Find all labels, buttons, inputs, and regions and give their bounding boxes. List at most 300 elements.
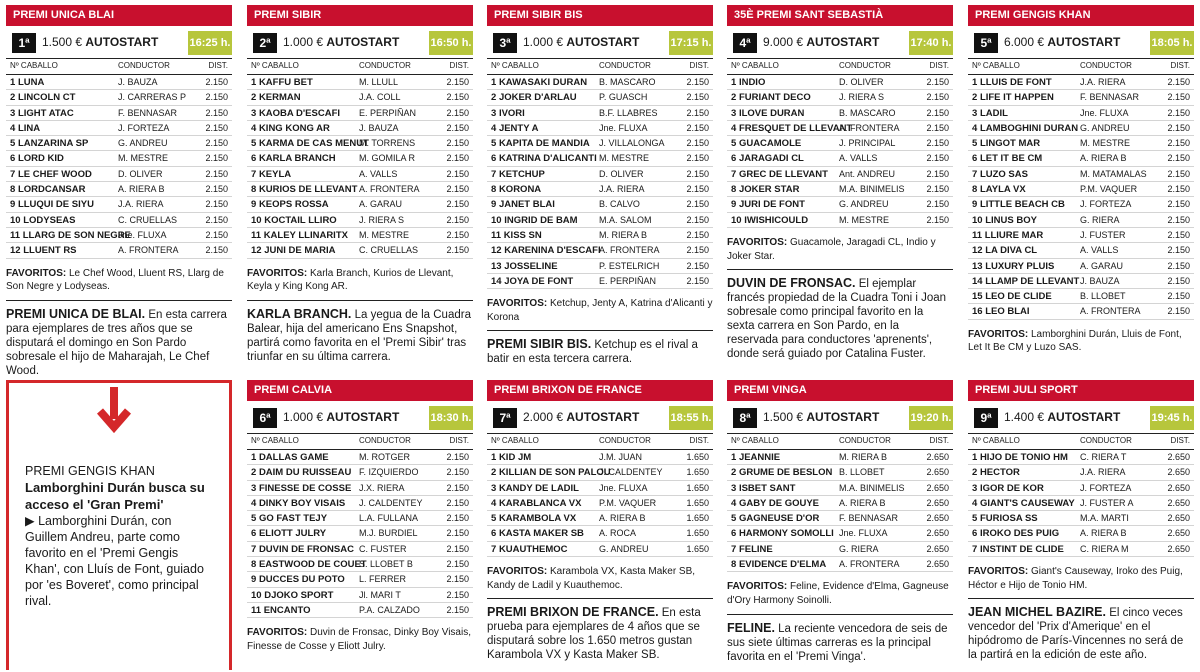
horse-number: 9 bbox=[491, 199, 497, 211]
favoritos bbox=[968, 328, 1194, 355]
distance: 2.150 bbox=[686, 77, 709, 87]
horse-number: 6 bbox=[972, 153, 978, 165]
horse-number: 11 bbox=[10, 229, 21, 241]
table-row bbox=[487, 450, 713, 465]
race-number: 8ª bbox=[733, 408, 757, 428]
distance: 2.150 bbox=[446, 528, 469, 539]
horse-cell bbox=[972, 182, 1078, 197]
table-row bbox=[247, 228, 473, 243]
col-conductor: CONDUCTOR bbox=[1080, 61, 1132, 70]
horse-name: DUVIN DE FRONSAC bbox=[258, 543, 354, 555]
driver-name: A. RIERA B bbox=[839, 497, 886, 508]
distance: 2.150 bbox=[1167, 306, 1190, 317]
table-row bbox=[247, 465, 473, 480]
race-number: 3ª bbox=[493, 33, 517, 53]
horse-cell bbox=[10, 228, 131, 243]
driver-name: M. MESTRE bbox=[1080, 138, 1131, 149]
distance: 2.150 bbox=[686, 184, 709, 195]
separator bbox=[727, 614, 953, 615]
horse-cell bbox=[10, 213, 116, 228]
horse-name: EASTWOOD DE COUET bbox=[258, 559, 367, 571]
horse-name: KID JM bbox=[498, 452, 532, 463]
horse-cell bbox=[251, 151, 357, 166]
start-type: AUTOSTART bbox=[1047, 35, 1121, 49]
driver-name: B. LLOBET bbox=[839, 467, 885, 478]
horse-number: 4 bbox=[491, 497, 497, 509]
table-row bbox=[6, 197, 232, 212]
col-caballo: Nº CABALLO bbox=[972, 61, 1020, 70]
driver-name: M.A. SALOM bbox=[599, 214, 652, 225]
description-text: En esta prueba para ejemplares de 4 años que se disputará sobre los 1.650 metros gustan Karambola VX y Kasta Maker SB. bbox=[487, 607, 701, 662]
description-text: La reciente vencedora de seis de sus siete últimas carreras es la principal favorita en el 'Premi Vinga'. bbox=[727, 622, 948, 663]
driver-name: Ant. ANDREU bbox=[839, 168, 896, 179]
horse-number: 4 bbox=[251, 122, 257, 134]
horse-name: KARLA BRANCH bbox=[258, 153, 336, 165]
horse-number: 4 bbox=[491, 122, 497, 134]
distance: 2.150 bbox=[926, 168, 949, 179]
horse-cell bbox=[251, 542, 357, 557]
distance: 2.150 bbox=[1167, 92, 1190, 103]
race-time: 19:20 h. bbox=[909, 406, 953, 430]
horse-cell bbox=[972, 542, 1078, 557]
col-caballo: Nº CABALLO bbox=[491, 61, 539, 70]
table-row bbox=[487, 542, 713, 557]
horse-name: LLIURE MAR bbox=[984, 229, 1044, 241]
horse-cell bbox=[731, 542, 837, 557]
table-row bbox=[247, 197, 473, 212]
horse-name: FINESSE DE COSSE bbox=[258, 482, 352, 494]
horse-number: 10 bbox=[731, 214, 742, 226]
distance: 2.150 bbox=[1167, 138, 1190, 149]
distance: 2.650 bbox=[1167, 513, 1190, 524]
distance: 2.150 bbox=[446, 107, 469, 118]
horse-name: LORDCANSAR bbox=[17, 184, 86, 196]
driver-name: B. MASCARO bbox=[839, 107, 896, 118]
distance: 2.150 bbox=[446, 467, 469, 478]
horse-name: KURIOS DE LLEVANT bbox=[258, 184, 358, 196]
horse-cell bbox=[972, 450, 1078, 465]
driver-name: B.F. LLABRES bbox=[599, 107, 658, 118]
table-row bbox=[727, 75, 953, 90]
driver-name: M. ROTGER bbox=[359, 452, 410, 462]
horse-cell bbox=[251, 136, 369, 151]
horse-name: LEO BLAI bbox=[985, 306, 1030, 318]
driver-name: J. CALDENTEY bbox=[599, 467, 663, 478]
horse-name: GABY DE GOUYE bbox=[738, 497, 820, 509]
race-prize bbox=[1004, 35, 1120, 49]
race-header: PREMI SIBIR BIS bbox=[487, 5, 713, 26]
driver-name: B. MASCARO bbox=[599, 77, 656, 87]
table-row bbox=[968, 526, 1194, 541]
table-row bbox=[968, 197, 1194, 212]
distance: 2.150 bbox=[1167, 214, 1190, 225]
distance: 2.150 bbox=[1167, 245, 1190, 256]
race-header: PREMI VINGA bbox=[727, 380, 953, 401]
driver-name: L.A. FULLANA bbox=[359, 513, 419, 524]
favoritos bbox=[727, 236, 953, 263]
horse-name: KERMAN bbox=[258, 92, 301, 104]
arrow-down-icon bbox=[97, 387, 131, 435]
horse-cell bbox=[972, 167, 1078, 182]
table-row bbox=[727, 511, 953, 526]
race-time: 17:40 h. bbox=[909, 31, 953, 55]
distance: 2.150 bbox=[205, 138, 228, 149]
col-caballo: Nº CABALLO bbox=[972, 436, 1020, 445]
horse-number: 2 bbox=[972, 92, 978, 104]
description-text: Ketchup es el rival a batir en esta tercera carrera. bbox=[487, 339, 698, 366]
distance: 2.150 bbox=[926, 184, 949, 195]
col-dist: DIST. bbox=[1170, 436, 1190, 445]
horse-number: 10 bbox=[972, 214, 983, 226]
table-row bbox=[487, 167, 713, 182]
driver-name: Jne. FLUXA bbox=[599, 122, 648, 133]
start-type: AUTOSTART bbox=[806, 410, 880, 424]
driver-name: J. FUSTER bbox=[1080, 229, 1126, 240]
col-caballo: Nº CABALLO bbox=[491, 436, 539, 445]
driver-name: J. CALDENTEY bbox=[359, 497, 423, 508]
table-row bbox=[247, 496, 473, 511]
table-row bbox=[247, 136, 473, 151]
horse-number: 7 bbox=[10, 168, 16, 180]
table-row bbox=[968, 243, 1194, 258]
distance: 2.650 bbox=[1167, 452, 1190, 462]
horse-cell bbox=[731, 121, 853, 136]
table-row bbox=[6, 121, 232, 136]
driver-name: J.A. COLL bbox=[359, 92, 401, 103]
horse-number: 1 bbox=[491, 77, 497, 88]
horse-name: FURIANT DECO bbox=[738, 92, 811, 104]
horse-number: 6 bbox=[731, 528, 737, 540]
race-info-bar bbox=[487, 26, 713, 59]
favoritos-label: FAVORITOS: bbox=[727, 581, 788, 593]
distance: 1.650 bbox=[686, 482, 709, 493]
separator bbox=[247, 300, 473, 301]
table-row bbox=[968, 90, 1194, 105]
distance: 2.150 bbox=[686, 107, 709, 118]
horse-name: KAOBA D'ESCAFI bbox=[258, 107, 341, 119]
col-conductor: CONDUCTOR bbox=[359, 61, 411, 70]
table-row bbox=[968, 511, 1194, 526]
horse-cell bbox=[251, 526, 357, 541]
horse-name: KATRINA D'ALICANTI bbox=[498, 153, 597, 165]
distance: 2.150 bbox=[926, 138, 949, 149]
distance: 2.650 bbox=[926, 452, 949, 462]
horse-number: 7 bbox=[731, 543, 737, 555]
distance: 2.150 bbox=[205, 168, 228, 179]
race-card bbox=[727, 380, 953, 664]
horse-name: JURI DE FONT bbox=[738, 199, 805, 211]
distance: 2.150 bbox=[926, 214, 949, 225]
table-row bbox=[968, 136, 1194, 151]
table-row bbox=[727, 526, 953, 541]
driver-name: J. FORTEZA bbox=[1080, 199, 1132, 210]
table-row bbox=[968, 182, 1194, 197]
horse-name: KEOPS ROSSA bbox=[258, 199, 329, 211]
driver-name: C. RIERA M bbox=[1080, 543, 1129, 554]
driver-name: G. ANDREU bbox=[599, 543, 649, 554]
driver-name: J.X. RIERA bbox=[359, 482, 405, 493]
horse-name: LEO DE CLIDE bbox=[985, 291, 1052, 303]
race-notes bbox=[6, 267, 232, 378]
race-time: 19:45 h. bbox=[1150, 406, 1194, 430]
horse-cell bbox=[251, 106, 357, 121]
prize-amount: 1.000 € bbox=[283, 35, 324, 49]
horse-number: 7 bbox=[972, 168, 978, 180]
horse-cell bbox=[251, 588, 357, 603]
horse-number: 5 bbox=[731, 513, 737, 525]
horse-name: KUAUTHEMOC bbox=[498, 543, 568, 555]
horse-number: 7 bbox=[972, 543, 978, 555]
horse-name: LLUIS DE FONT bbox=[979, 77, 1052, 88]
distance: 2.150 bbox=[446, 574, 469, 585]
horse-cell bbox=[10, 243, 116, 258]
horse-name: INSTINT DE CLIDE bbox=[979, 543, 1064, 555]
horse-number: 7 bbox=[251, 168, 257, 180]
horse-name: HIJO DE TONIO HM bbox=[979, 452, 1068, 463]
horse-number: 8 bbox=[251, 559, 257, 571]
driver-name: A. RIERA B bbox=[1080, 528, 1127, 539]
race-header: PREMI GENGIS KHAN bbox=[968, 5, 1194, 26]
horse-number: 8 bbox=[972, 184, 978, 196]
distance: 2.650 bbox=[926, 513, 949, 524]
horse-number: 7 bbox=[251, 543, 257, 555]
race-prize bbox=[42, 35, 158, 49]
prize-amount: 9.000 € bbox=[763, 35, 804, 49]
driver-name: D. OLIVER bbox=[839, 77, 884, 87]
table-row bbox=[6, 75, 232, 90]
driver-name: C. CRUELLAS bbox=[359, 245, 419, 256]
distance: 1.650 bbox=[686, 528, 709, 539]
horse-number: 15 bbox=[972, 291, 983, 303]
horse-number: 3 bbox=[251, 107, 257, 119]
driver-name: E. PERPIÑAN bbox=[599, 275, 657, 286]
driver-name: P.M. VAQUER bbox=[599, 497, 657, 508]
horse-number: 4 bbox=[731, 497, 737, 509]
distance: 2.150 bbox=[205, 92, 228, 103]
distance: 2.150 bbox=[686, 245, 709, 256]
horse-number: 5 bbox=[251, 513, 257, 525]
table-row bbox=[487, 197, 713, 212]
table-row bbox=[968, 151, 1194, 166]
distance: 2.150 bbox=[686, 214, 709, 225]
table-row bbox=[968, 481, 1194, 496]
distance: 2.650 bbox=[926, 543, 949, 554]
favoritos-label: FAVORITOS: bbox=[247, 267, 308, 279]
race-time: 16:25 h. bbox=[188, 31, 232, 55]
start-type: AUTOSTART bbox=[326, 410, 400, 424]
horse-name: LODYSEAS bbox=[23, 214, 76, 226]
distance: 2.150 bbox=[686, 122, 709, 133]
distance: 2.150 bbox=[1167, 291, 1190, 302]
horse-name: GREC DE LLEVANT bbox=[738, 168, 828, 180]
horse-number: 5 bbox=[491, 513, 497, 525]
race-time: 17:15 h. bbox=[669, 31, 713, 55]
race-number: 1ª bbox=[12, 33, 36, 53]
favoritos-label: FAVORITOS: bbox=[968, 328, 1029, 340]
horse-number: 11 bbox=[251, 604, 262, 616]
driver-name: F. IZQUIERDO bbox=[359, 467, 419, 478]
horse-cell bbox=[491, 259, 597, 274]
driver-name: J. BAUZA bbox=[1080, 275, 1120, 286]
horse-name: KASTA MAKER SB bbox=[498, 528, 584, 540]
horse-name: ENCANTO bbox=[263, 604, 311, 616]
horse-name: LINCOLN CT bbox=[17, 92, 76, 104]
horse-number: 12 bbox=[972, 245, 983, 257]
driver-name: F. BENNASAR bbox=[839, 513, 899, 524]
horse-name: LINUS BOY bbox=[985, 214, 1037, 226]
col-caballo: Nº CABALLO bbox=[731, 61, 779, 70]
horse-number: 6 bbox=[491, 528, 497, 540]
race-description bbox=[487, 605, 713, 662]
table-row bbox=[487, 75, 713, 90]
horse-name: FURIOSA SS bbox=[979, 513, 1038, 525]
table-row bbox=[247, 588, 473, 603]
race-number: 7ª bbox=[493, 408, 517, 428]
horse-cell bbox=[10, 167, 116, 182]
table-row bbox=[727, 167, 953, 182]
driver-name: Jne. FLUXA bbox=[599, 482, 648, 493]
horse-name: LLUQUI DE SIYU bbox=[17, 199, 94, 211]
race-description bbox=[487, 337, 713, 366]
table-row bbox=[247, 603, 473, 618]
race-notes bbox=[247, 267, 473, 364]
horse-number: 2 bbox=[10, 92, 16, 104]
horse-cell bbox=[731, 481, 837, 496]
prize-amount: 1.000 € bbox=[283, 410, 324, 424]
distance: 2.150 bbox=[446, 229, 469, 240]
distance: 2.150 bbox=[446, 482, 469, 493]
driver-name: M.A. MARTI bbox=[1080, 513, 1129, 524]
horse-name: KISS SN bbox=[503, 229, 542, 241]
table-row bbox=[487, 243, 713, 258]
horse-name: ILOVE DURAN bbox=[738, 107, 805, 119]
horse-name: INGRID DE BAM bbox=[504, 214, 578, 226]
race-prize bbox=[523, 35, 639, 49]
distance: 2.650 bbox=[926, 497, 949, 508]
distance: 2.150 bbox=[1167, 107, 1190, 118]
horse-number: 4 bbox=[251, 497, 257, 509]
horse-number: 4 bbox=[10, 122, 16, 134]
horse-name: KORONA bbox=[498, 184, 542, 196]
race-info-bar bbox=[6, 26, 232, 59]
col-conductor: CONDUCTOR bbox=[599, 436, 651, 445]
col-dist: DIST. bbox=[449, 61, 469, 70]
horse-cell bbox=[491, 526, 597, 541]
driver-name: A. VALLS bbox=[359, 168, 398, 179]
driver-name: A. RIERA B bbox=[599, 513, 646, 524]
race-card bbox=[968, 5, 1194, 355]
table-row bbox=[6, 213, 232, 228]
horse-name: HARMONY SOMOLLI bbox=[738, 528, 834, 540]
table-row bbox=[727, 151, 953, 166]
table-row bbox=[727, 213, 953, 228]
table-row bbox=[487, 136, 713, 151]
horse-cell bbox=[491, 182, 597, 197]
driver-name: A. GARAU bbox=[1080, 260, 1124, 271]
horse-number: 10 bbox=[10, 214, 21, 226]
distance: 2.150 bbox=[446, 559, 469, 570]
description-title: DUVIN DE FRONSAC. bbox=[727, 276, 856, 291]
horse-cell bbox=[731, 213, 837, 228]
horse-cell bbox=[251, 465, 357, 480]
horse-number: 14 bbox=[491, 275, 502, 287]
horse-number: 3 bbox=[491, 107, 497, 119]
race-card bbox=[247, 5, 473, 364]
horse-name: LUZO SAS bbox=[979, 168, 1028, 180]
driver-name: P. ESTELRICH bbox=[599, 260, 660, 271]
horse-cell bbox=[491, 136, 597, 151]
distance: 2.150 bbox=[1167, 184, 1190, 195]
race-time: 18:05 h. bbox=[1150, 31, 1194, 55]
table-row bbox=[727, 182, 953, 197]
driver-name: J. BAUZA bbox=[359, 122, 399, 133]
box-body: ▶ Lamborghini Durán, con Guillem Andreu, parte como favorito en el 'Premi Gengis Khan', con Lluís de Font, guiado por 'es Boveret', como principal rival. bbox=[25, 514, 204, 608]
horse-number: 8 bbox=[10, 184, 16, 196]
favoritos bbox=[247, 267, 473, 294]
horse-name: LA DIVA CL bbox=[985, 245, 1038, 257]
horse-name: LUNA bbox=[17, 77, 45, 88]
driver-name: J.A. RIERA bbox=[1080, 77, 1126, 87]
highlight-box bbox=[6, 380, 232, 670]
race-header: PREMI SIBIR bbox=[247, 5, 473, 26]
driver-name: J. FUSTER A bbox=[1080, 497, 1134, 508]
race-notes bbox=[727, 236, 953, 361]
table-row bbox=[487, 481, 713, 496]
horse-name: EVIDENCE D'ELMA bbox=[738, 559, 827, 571]
horse-number: 4 bbox=[972, 497, 978, 509]
horse-cell bbox=[972, 90, 1078, 105]
distance: 1.650 bbox=[686, 543, 709, 554]
distance: 2.150 bbox=[1167, 153, 1190, 164]
distance: 1.650 bbox=[686, 467, 709, 478]
horse-number: 1 bbox=[251, 452, 257, 463]
horse-cell bbox=[972, 304, 1078, 319]
distance: 1.650 bbox=[686, 497, 709, 508]
horse-name: IGOR DE KOR bbox=[979, 482, 1044, 494]
table-row bbox=[6, 90, 232, 105]
distance: 2.650 bbox=[926, 482, 949, 493]
start-type: AUTOSTART bbox=[85, 35, 159, 49]
horse-name: INDIO bbox=[738, 77, 766, 88]
driver-name: G. ANDREU bbox=[118, 138, 168, 149]
table-row bbox=[727, 542, 953, 557]
horse-cell bbox=[731, 496, 837, 511]
horse-number: 7 bbox=[491, 168, 497, 180]
table-header bbox=[968, 436, 1194, 450]
horse-number: 1 bbox=[10, 77, 16, 88]
driver-name: J. FORTEZA bbox=[1080, 482, 1132, 493]
race-number: 4ª bbox=[733, 33, 757, 53]
favoritos-label: FAVORITOS: bbox=[247, 627, 308, 639]
start-type: AUTOSTART bbox=[566, 410, 640, 424]
horse-number: 11 bbox=[251, 229, 262, 241]
race-info-bar bbox=[968, 26, 1194, 59]
col-dist: DIST. bbox=[689, 61, 709, 70]
driver-name: M. MATAMALAS bbox=[1080, 168, 1147, 179]
horse-name: LAYLA VX bbox=[979, 184, 1026, 196]
horse-number: 11 bbox=[491, 229, 502, 241]
favoritos-text: Karla Branch, Kurios de Llevant, Keyla y King Kong AR. bbox=[247, 267, 454, 293]
horse-number: 1 bbox=[731, 452, 737, 463]
race-header: PREMI BRIXON DE FRANCE bbox=[487, 380, 713, 401]
horse-number: 1 bbox=[972, 452, 978, 463]
horse-number: 1 bbox=[972, 77, 978, 88]
table-row bbox=[6, 167, 232, 182]
horse-cell bbox=[731, 197, 837, 212]
horse-number: 10 bbox=[251, 589, 262, 601]
horse-name: KEYLA bbox=[258, 168, 292, 180]
driver-name: A. VALLS bbox=[839, 153, 878, 164]
